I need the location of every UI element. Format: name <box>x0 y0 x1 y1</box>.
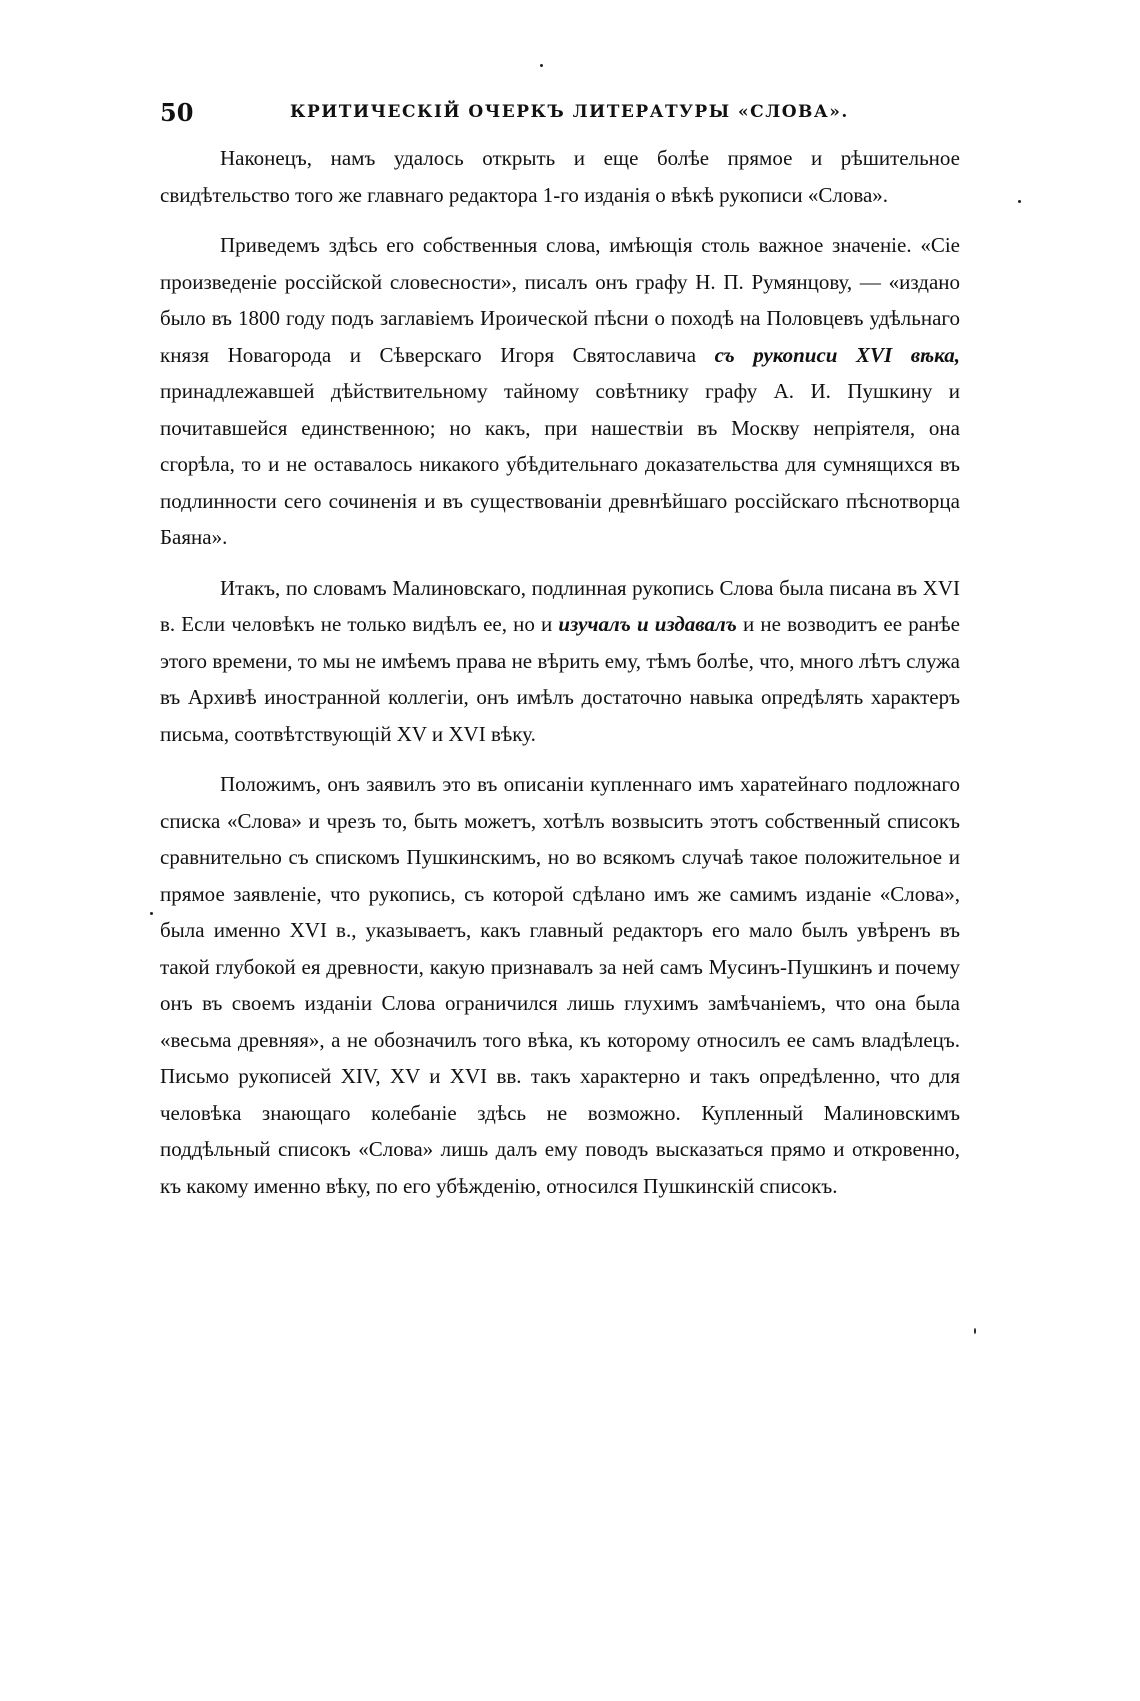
page-number: 50 <box>160 98 194 127</box>
scan-speck <box>540 64 543 67</box>
paragraph-2 <box>160 227 960 556</box>
paragraph-text: Положимъ, онъ заявилъ это въ описаніи купленнаго имъ харатейнаго подложнаго списка «Слова» и чрезъ то, быть можетъ, хотѣлъ возвысить этотъ собственный списокъ сравнительно съ спискомъ Пушкинскимъ, но во всякомъ случаѣ такое положительное и прямое заявленіе, что рукопись, съ которой сдѣлано имъ же самимъ изданіе «Слова», была именно XVI в., указываетъ, какъ главный редакторъ его мало былъ увѣренъ въ такой глубокой ея древности, какую признавалъ за ней самъ Мусинъ-Пушкинъ и почему онъ въ своемъ изданіи Слова ограничился лишь глухимъ замѣчаніемъ, что она была «весьма древняя», а не обозначилъ того вѣка, къ которому относилъ ее самъ владѣлецъ. Письмо рукописей XIV, XV и XVI вв. такъ характерно и такъ опредѣленно, что для человѣка знающаго колебаніе здѣсь не возможно. Купленный Малиновскимъ поддѣльный списокъ «Слова» лишь далъ ему поводъ высказаться прямо и откровенно, къ какому именно вѣку, по его убѣжденію, относился Пушкинскій списокъ. <box>160 772 960 1198</box>
paragraph-1 <box>160 140 960 213</box>
paragraph-text: принадлежавшей дѣйствительному тайному совѣтнику графу А. И. Пушкину и почитавшейся единственною; но какъ, при нашествіи въ Москву непріятеля, она сгорѣла, то и не оставалось никакого убѣдительнаго доказательства для сумнящихся въ подлинности сего сочиненія и въ существованіи древнѣйшаго россійскаго пѣснотворца Баяна». <box>160 379 960 549</box>
paragraph-text: Итакъ, по словамъ Малиновскаго, подлинная рукопись Слова была писана въ XVI в. Если человѣкъ не только видѣлъ ее, но и <box>160 575 960 636</box>
page-header <box>160 98 960 128</box>
body-text <box>160 140 960 1204</box>
emphasized-text: изучалъ и издавалъ <box>558 612 737 636</box>
running-title: КРИТИЧЕСКІЙ ОЧЕРКЪ ЛИТЕРАТУРЫ «СЛОВА». <box>290 102 849 122</box>
scan-speck <box>150 912 153 915</box>
paragraph-text: Наконецъ, намъ удалось открыть и еще болѣе прямое и рѣшительное свидѣтельство того же главнаго редактора 1-го изданія о вѣкѣ рукописи «Слова». <box>160 146 960 207</box>
scan-speck <box>1018 200 1021 203</box>
paragraph-text: и не возводитъ ее ранѣе этого времени, то мы не имѣемъ права не вѣрить ему, тѣмъ болѣе, что, много лѣтъ служа въ Архивѣ иностранной коллегіи, онъ имѣлъ достаточно навыка опредѣлять характеръ письма, соотвѣтствующій XV и XVI вѣку. <box>160 612 961 746</box>
paragraph-text: Приведемъ здѣсь его собственныя слова, имѣющія столь важное значеніе. «Сіе произведеніе россійской словесности», писалъ онъ графу Н. П. Румянцову, — «издано было въ 1800 году подъ заглавіемъ Ироической пѣсни о походѣ на Половцевъ удѣльнаго князя Новагорода и Сѣверскаго Игоря Святославича <box>160 233 960 367</box>
paragraph-4 <box>160 766 960 1204</box>
scan-speck <box>974 1328 976 1334</box>
paragraph-3 <box>160 570 960 753</box>
emphasized-text: съ рукописи XVI вѣка, <box>714 342 960 367</box>
